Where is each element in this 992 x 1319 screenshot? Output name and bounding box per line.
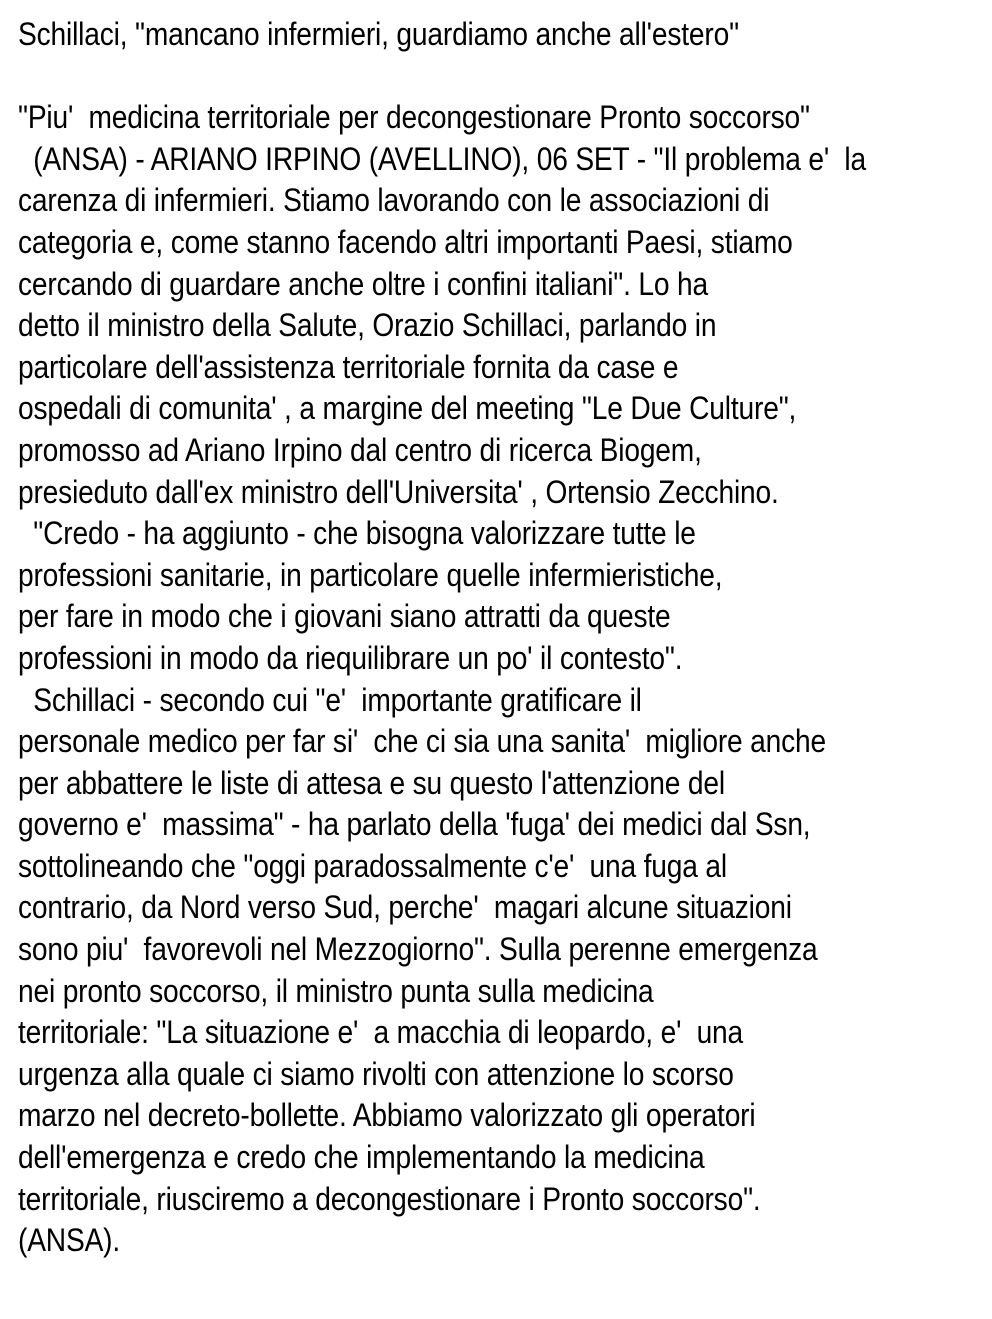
article-line: personale medico per far si' che ci sia una sanita' migliore anche (18, 723, 827, 760)
article-line: sono piu' favorevoli nel Mezzogiorno". Sulla perenne emergenza (18, 931, 818, 968)
article-title: Schillaci, "mancano infermieri, guardiamo anche all'estero" (18, 16, 739, 52)
article-line: urgenza alla quale ci siamo rivolti con attenzione lo scorso (18, 1055, 734, 1092)
article-line: territoriale, riusciremo a decongestionare i Pronto soccorso". (18, 1180, 761, 1217)
article-line: per fare in modo che i giovani siano attratti da queste (18, 598, 671, 635)
article-line: per abbattere le liste di attesa e su questo l'attenzione del (18, 764, 725, 801)
article-line: particolare dell'assistenza territoriale fornita da case e (18, 348, 679, 385)
article-line: professioni sanitarie, in particolare quelle infermieristiche, (18, 556, 723, 593)
article-line: Schillaci - secondo cui "e' importante gratificare il (18, 681, 642, 718)
article-line: (ANSA). (18, 1222, 121, 1259)
article-line: nei pronto soccorso, il ministro punta sulla medicina (18, 972, 654, 1009)
article-line: territoriale: "La situazione e' a macchia di leopardo, e' una (18, 1014, 744, 1051)
article-headline: "Piu' medicina territoriale per decongestionare Pronto soccorso" (18, 99, 810, 136)
article-line: sottolineando che "oggi paradossalmente c'e' una fuga al (18, 847, 727, 884)
article-line: dell'emergenza e credo che implementando la medicina (18, 1139, 705, 1176)
article-line: "Credo - ha aggiunto - che bisogna valorizzare tutte le (18, 515, 696, 552)
article-line: professioni in modo da riequilibrare un po' il contesto". (18, 639, 683, 676)
article-line: (ANSA) - ARIANO IRPINO (AVELLINO), 06 SET - "Il problema e' la (18, 140, 866, 177)
article-line: detto il ministro della Salute, Orazio Schillaci, parlando in (18, 307, 717, 344)
article-line: carenza di infermieri. Stiamo lavorando con le associazioni di (18, 182, 770, 219)
article-line: contrario, da Nord verso Sud, perche' magari alcune situazioni (18, 889, 792, 926)
article-line: cercando di guardare anche oltre i confini italiani". Lo ha (18, 265, 708, 302)
article-line: governo e' massima" - ha parlato della 'fuga' dei medici dal Ssn, (18, 806, 811, 843)
blank-line (18, 56, 875, 98)
article-line: promosso ad Ariano Irpino dal centro di ricerca Biogem, (18, 431, 702, 468)
article-line: marzo nel decreto-bollette. Abbiamo valorizzato gli operatori (18, 1097, 756, 1134)
article-line: categoria e, come stanno facendo altri importanti Paesi, stiamo (18, 223, 793, 260)
article-line: presieduto dall'ex ministro dell'Universita' , Ortensio Zecchino. (18, 473, 779, 510)
article-line: ospedali di comunita' , a margine del meeting "Le Due Culture", (18, 390, 797, 427)
